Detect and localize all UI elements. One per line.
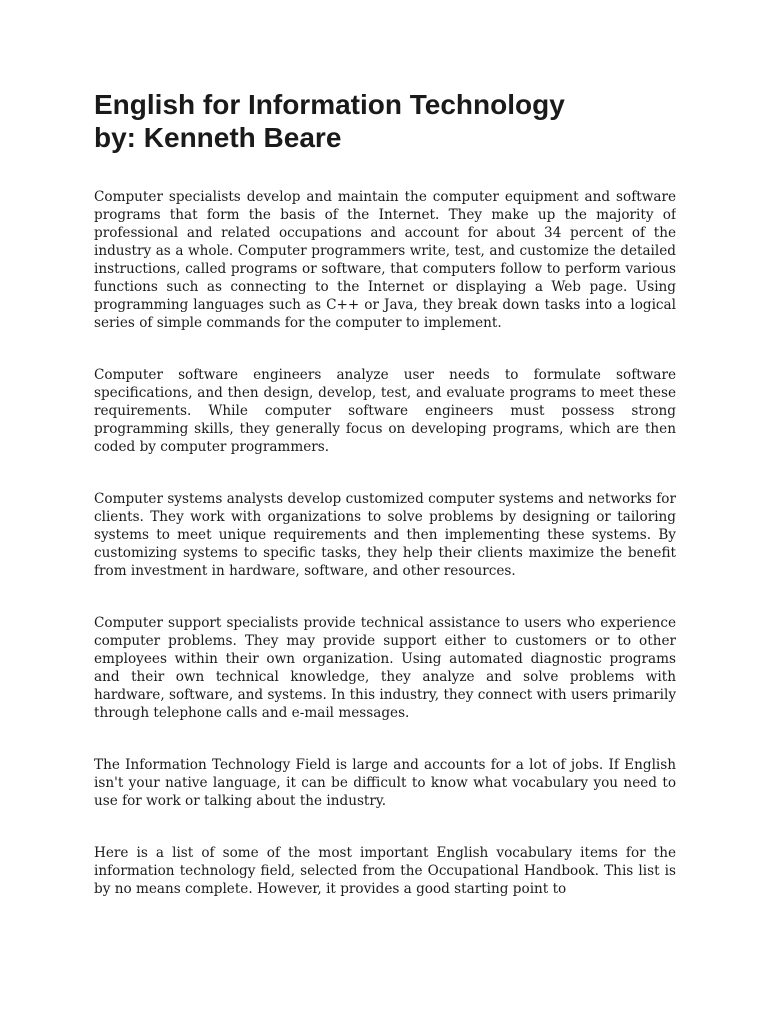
paragraph-vocabulary-list: Here is a list of some of the most important English vocabulary items for the information technology field, selected from the Occupational Handbook. This list is by no means complete. However, it provides a good starting point to bbox=[94, 845, 676, 897]
paragraph-computer-specialists: Computer specialists develop and maintain the computer equipment and software programs that form the basis of the Internet. They make up the majority of professional and related occupations and account for about 34 percent of the industry as a whole. Computer programmers write, test, and customize the detailed instructions, called programs or software, that computers follow to perform various functions such as connecting to the Internet or displaying a Web page. Using programming languages such as C++ or Java, they break down tasks into a logical series of simple commands for the computer to implement. bbox=[94, 189, 676, 331]
title-line-1: English for Information Technology bbox=[94, 89, 565, 120]
paragraph-it-field: The Information Technology Field is large and accounts for a lot of jobs. If English isn't your native language, it can be difficult to know what vocabulary you need to use for work or talking about the industry. bbox=[94, 757, 676, 809]
title-line-2: by: Kenneth Beare bbox=[94, 122, 342, 153]
paragraph-software-engineers: Computer software engineers analyze user needs to formulate software specifications, and then design, develop, test, and evaluate programs to meet these requirements. While computer software engineers must possess strong programming skills, they generally focus on developing programs, which are then coded by computer programmers. bbox=[94, 367, 676, 455]
document-title bbox=[94, 88, 676, 154]
paragraph-support-specialists: Computer support specialists provide technical assistance to users who experience computer problems. They may provide support either to customers or to other employees within their own organization. Using automated diagnostic programs and their own technical knowledge, they analyze and solve problems with hardware, software, and systems. In this industry, they connect with users primarily through telephone calls and e-mail messages. bbox=[94, 615, 676, 721]
document-page bbox=[94, 88, 676, 1024]
paragraph-systems-analysts: Computer systems analysts develop customized computer systems and networks for clients. They work with organizations to solve problems by designing or tailoring systems to meet unique requirements and then implementing these systems. By customizing systems to specific tasks, they help their clients maximize the benefit from investment in hardware, software, and other resources. bbox=[94, 491, 676, 579]
